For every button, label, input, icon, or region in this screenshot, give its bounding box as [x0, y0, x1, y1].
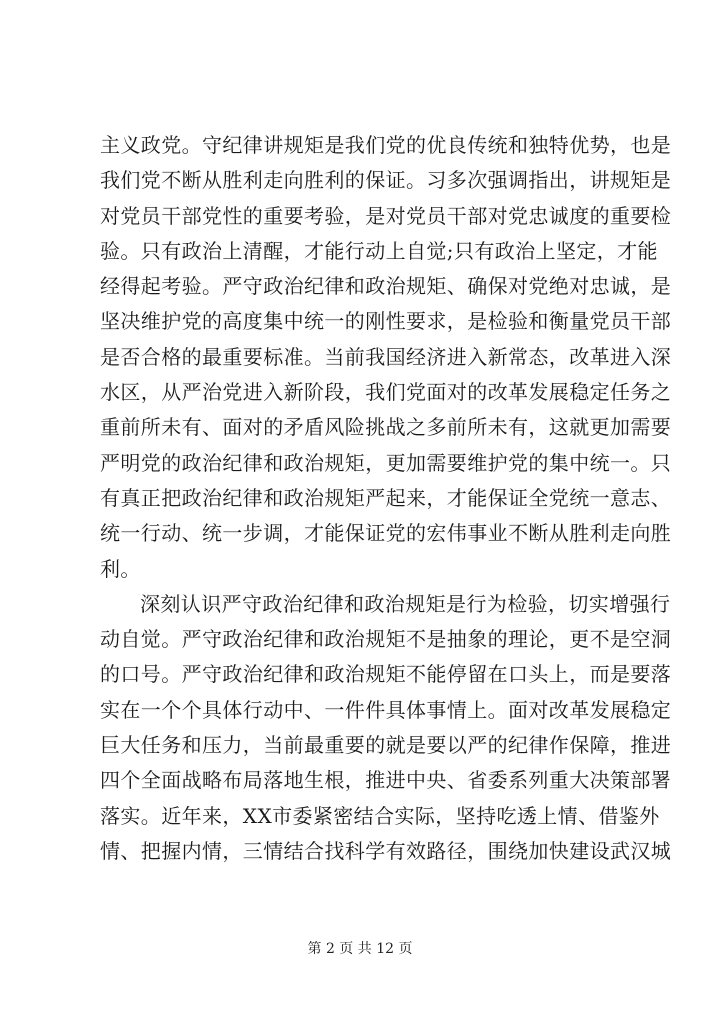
text-line: 水区，从严治党进入新阶段，我们党面对的改革发展稳定任务之 — [100, 380, 672, 405]
text-line: 情、把握内情，三情结合找科学有效路径，围绕加快建设武汉城 — [100, 838, 672, 863]
text-line: 动自觉。严守政治纪律和政治规矩不是抽象的理论，更不是空洞 — [100, 627, 672, 652]
text-line: 巨大任务和压力，当前最重要的就是要以严的纪律作保障，推进 — [100, 733, 672, 758]
text-line: 的口号。严守政治纪律和政治规矩不能停留在口头上，而是要落 — [100, 662, 672, 687]
text-line: 有真正把政治纪律和政治规矩严起来，才能保证全党统一意志、 — [100, 485, 672, 510]
text-line: 验。只有政治上清醒，才能行动上自觉;只有政治上坚定，才能 — [100, 238, 658, 263]
page-number-footer: 第 2 页 共 12 页 — [307, 941, 413, 957]
paragraph-start-line: 深刻认识严守政治纪律和政治规矩是行为检验，切实增强行 — [140, 591, 671, 616]
text-line: 经得起考验。严守政治纪律和政治规矩、确保对党绝对忠诚，是 — [100, 274, 672, 299]
text-line: 对党员干部党性的重要考验，是对党员干部对党忠诚度的重要检 — [100, 203, 672, 228]
text-line: 落实。近年来，XX市委紧密结合实际，坚持吃透上情、借鉴外 — [100, 803, 660, 828]
text-line: 坚决维护党的高度集中统一的刚性要求，是检验和衡量党员干部 — [100, 309, 672, 334]
text-line: 严明党的政治纪律和政治规矩，更加需要维护党的集中统一。只 — [100, 450, 672, 475]
text-line: 是否合格的最重要标准。当前我国经济进入新常态，改革进入深 — [100, 344, 672, 369]
text-line: 利。 — [100, 556, 141, 581]
text-line: 我们党不断从胜利走向胜利的保证。习多次强调指出，讲规矩是 — [100, 168, 672, 193]
text-line: 统一行动、统一步调，才能保证党的宏伟事业不断从胜利走向胜 — [100, 521, 672, 546]
text-line: 主义政党。守纪律讲规矩是我们党的优良传统和独特优势，也是 — [100, 133, 672, 157]
body-text — [100, 128, 672, 869]
text-line: 重前所未有、面对的矛盾风险挑战之多前所未有，这就更加需要 — [100, 415, 672, 440]
text-line: 实在一个个具体行动中、一件件具体事情上。面对改革发展稳定 — [100, 697, 672, 722]
text-line: 四个全面战略布局落地生根，推进中央、省委系列重大决策部署 — [100, 768, 672, 793]
